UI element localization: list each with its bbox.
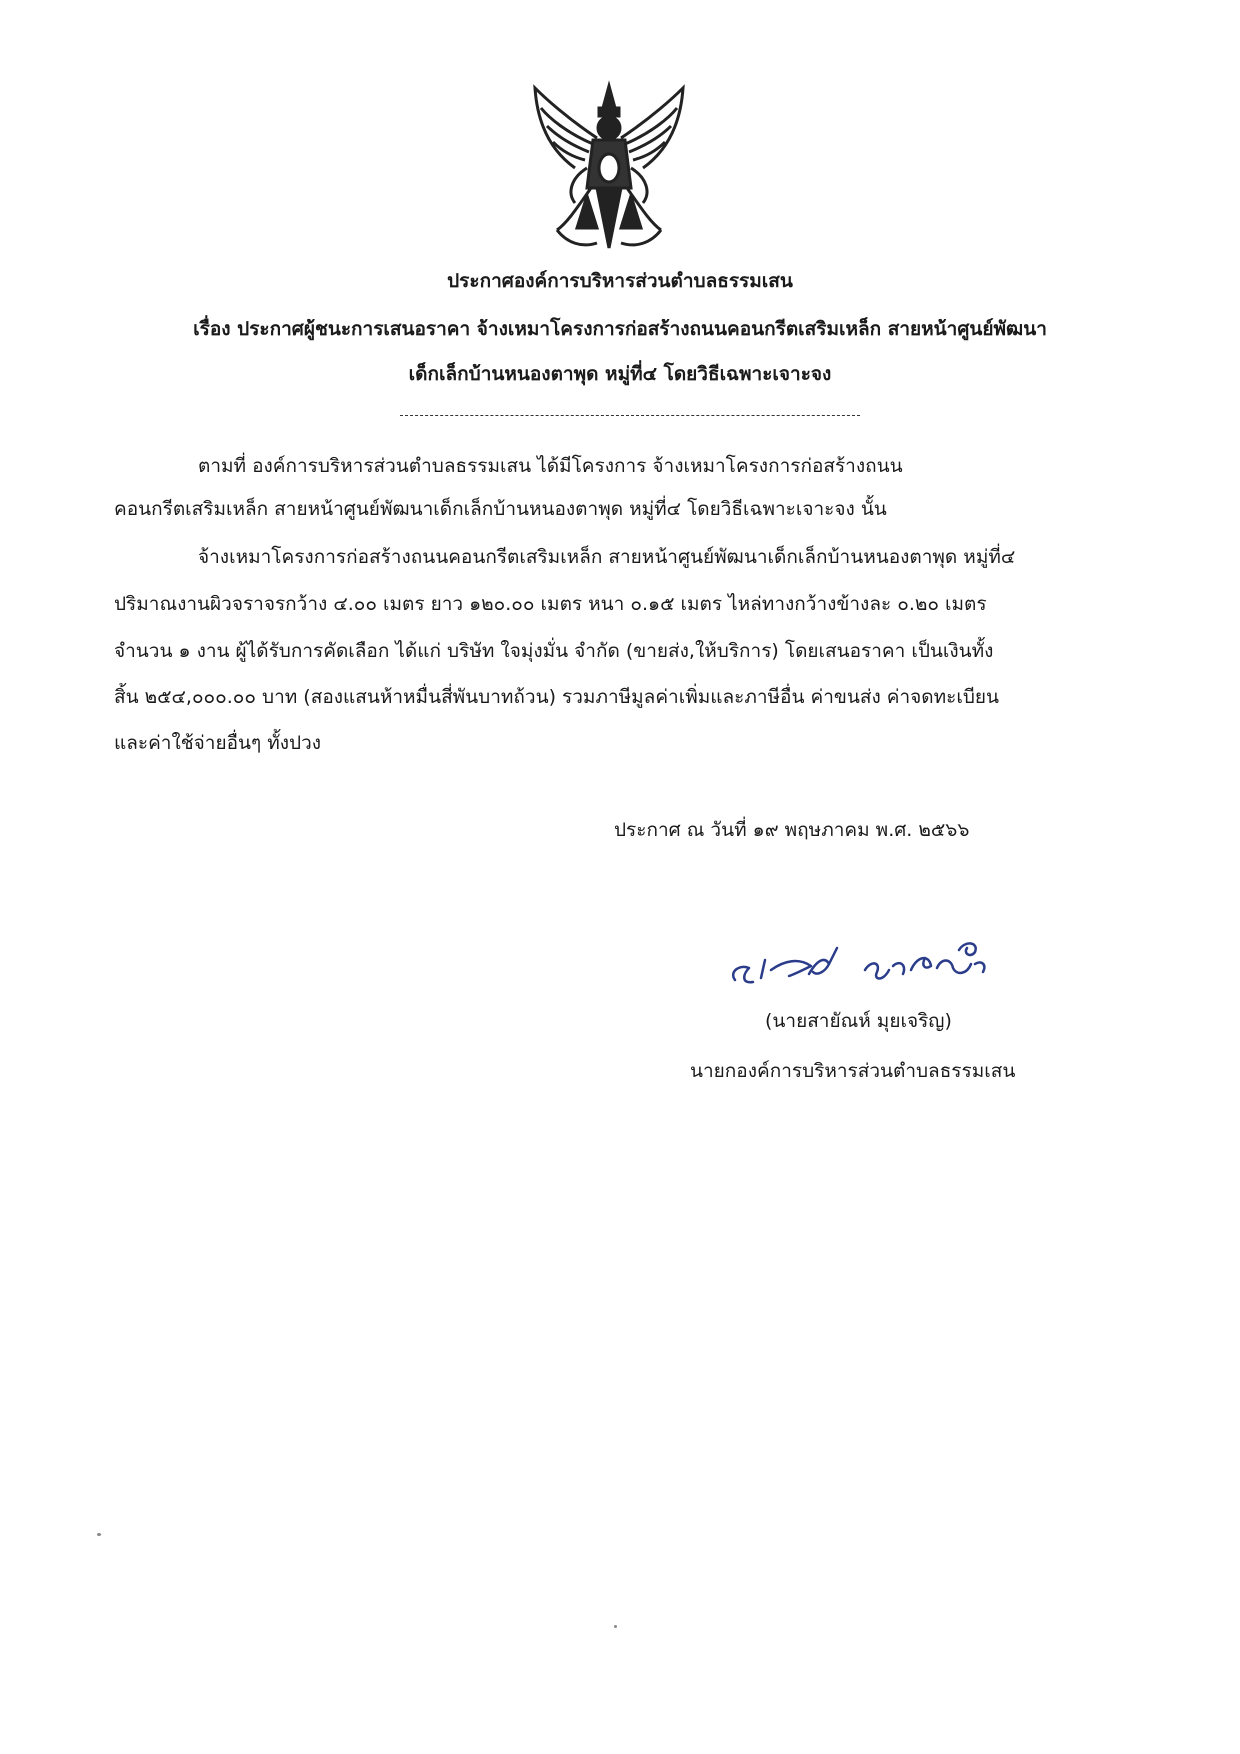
body-line: ปริมาณงานผิวจราจรกว้าง ๔.๐๐ เมตร ยาว ๑๒๐.๐๐ เมตร หนา ๐.๑๕ เมตร ไหล่ทางกว้างข้างละ ๐.๒๐ เมตร	[114, 593, 987, 615]
body-line: คอนกรีตเสริมเหล็ก สายหน้าศูนย์พัฒนาเด็กเล็กบ้านหนองตาพุด หมู่ที่๔ โดยวิธีเฉพาะเจาะจง นั้น	[114, 498, 887, 520]
announcement-title: ประกาศองค์การบริหารส่วนตำบลธรรมเสน	[447, 270, 793, 292]
body-line: จ้างเหมาโครงการก่อสร้างถนนคอนกรีตเสริมเหล็ก สายหน้าศูนย์พัฒนาเด็กเล็กบ้านหนองตาพุด หมู่ที่๔	[198, 546, 1016, 568]
separator-line	[400, 415, 860, 416]
subject-line-2: เด็กเล็กบ้านหนองตาพุด หมู่ที่๔ โดยวิธีเฉพาะเจาะจง	[408, 363, 832, 385]
announcement-date: ประกาศ ณ วันที่ ๑๙ พฤษภาคม พ.ศ. ๒๕๖๖	[614, 819, 970, 841]
body-line: ตามที่ องค์การบริหารส่วนตำบลธรรมเสน ได้มีโครงการ จ้างเหมาโครงการก่อสร้างถนน	[198, 455, 903, 477]
body-line: และค่าใช้จ่ายอื่นๆ ทั้งปวง	[114, 732, 322, 754]
signer-position: นายกองค์การบริหารส่วนตำบลธรรมเสน	[690, 1060, 1016, 1082]
scan-speck	[97, 1533, 101, 1536]
garuda-emblem-icon	[527, 78, 691, 258]
handwritten-signature-icon	[725, 930, 1025, 1000]
subject-line-1: เรื่อง ประกาศผู้ชนะการเสนอราคา จ้างเหมาโครงการก่อสร้างถนนคอนกรีตเสริมเหล็ก สายหน้าศูนย์พัฒนา	[193, 318, 1047, 340]
body-line: สิ้น ๒๕๔,๐๐๐.๐๐ บาท (สองแสนห้าหมื่นสี่พันบาทถ้วน) รวมภาษีมูลค่าเพิ่มและภาษีอื่น ค่าขนส่ง ค่าจดทะเบียน	[114, 686, 1000, 708]
body-line: จำนวน ๑ งาน ผู้ได้รับการคัดเลือก ได้แก่ บริษัท ใจมุ่งมั่น จำกัด (ขายส่ง,ให้บริการ) โดยเสนอราคา เป็นเงินทั้ง	[114, 640, 994, 662]
scan-speck	[614, 1625, 617, 1628]
signer-name: (นายสายัณห์ มุยเจริญ)	[765, 1010, 952, 1032]
